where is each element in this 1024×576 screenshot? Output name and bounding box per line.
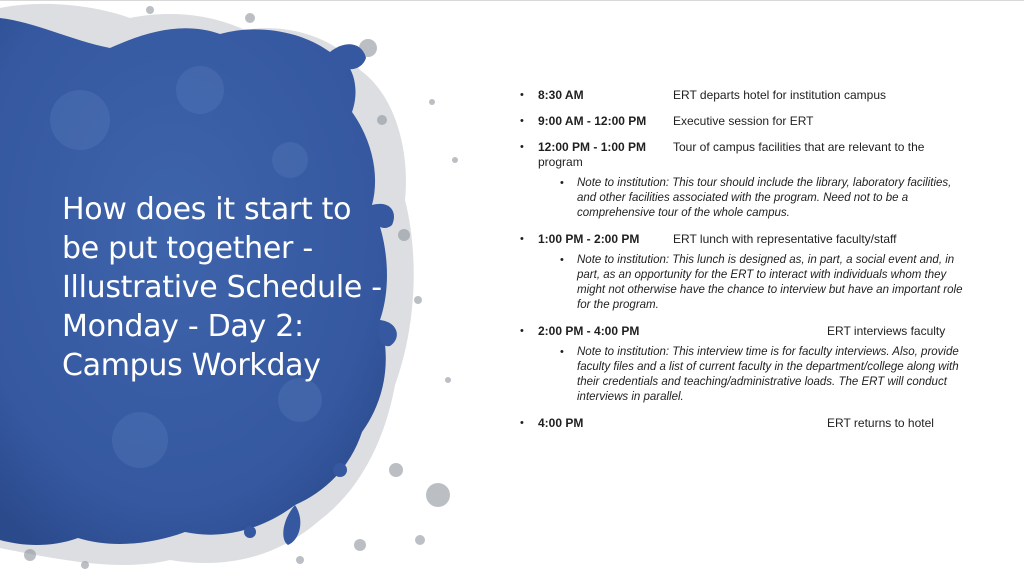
schedule-item: [518, 114, 968, 129]
bullet-glyph: •: [520, 233, 524, 245]
slide-title: How does it start to be put together - Illustrative Schedule -Monday - Day 2: Campus Workday: [62, 192, 382, 383]
schedule-time: 8:30 AM: [538, 88, 584, 102]
bullet-glyph: •: [560, 254, 564, 266]
schedule-note: [538, 176, 968, 221]
schedule-time: 1:00 PM - 2:00 PM: [538, 232, 640, 246]
schedule-time: 4:00 PM: [538, 416, 584, 430]
schedule-item: [518, 232, 968, 313]
schedule-description: ERT returns to hotel: [827, 416, 934, 430]
schedule-item: [518, 324, 968, 405]
bullet-glyph: •: [520, 417, 524, 429]
schedule-description: ERT departs hotel for institution campus: [673, 88, 886, 102]
bullet-glyph: •: [520, 115, 524, 127]
schedule-note-text: Note to institution: This lunch is designed as, in part, a social event and, in part, as an opportunity for the ERT to interact with individuals whom they might not otherwise have the chance to interview but have an important role for the program.: [577, 254, 963, 311]
schedule-description: Executive session for ERT: [673, 114, 814, 128]
bullet-glyph: •: [520, 89, 524, 101]
schedule-time: 2:00 PM - 4:00 PM: [538, 324, 640, 338]
schedule-note-text: Note to institution: This tour should include the library, laboratory facilities, and other facilities associated with the program. Need not to be a comprehensive tour of the whole campus.: [577, 177, 952, 219]
schedule-note-text: Note to institution: This interview time is for faculty interviews. Also, provide faculty files and a list of current faculty in the department/college along with their credentials and teaching/administrative loads. The ERT will conduct interviews in parallel.: [577, 346, 959, 403]
bullet-glyph: •: [560, 177, 564, 189]
schedule-note: [538, 253, 968, 313]
bullet-glyph: •: [560, 346, 564, 358]
bullet-glyph: •: [520, 325, 524, 337]
schedule-list: [518, 88, 968, 442]
bullet-glyph: •: [520, 141, 524, 153]
schedule-note: [538, 345, 968, 405]
schedule-item: [518, 88, 968, 103]
schedule-description: Tour of campus facilities that are relevant to the program: [538, 140, 925, 169]
schedule-item: [518, 416, 968, 431]
schedule-description: ERT lunch with representative faculty/staff: [673, 232, 897, 246]
schedule-time: 12:00 PM - 1:00 PM: [538, 140, 647, 154]
schedule-item: [518, 140, 968, 221]
schedule-time: 9:00 AM - 12:00 PM: [538, 114, 647, 128]
schedule-description: ERT interviews faculty: [827, 324, 946, 338]
